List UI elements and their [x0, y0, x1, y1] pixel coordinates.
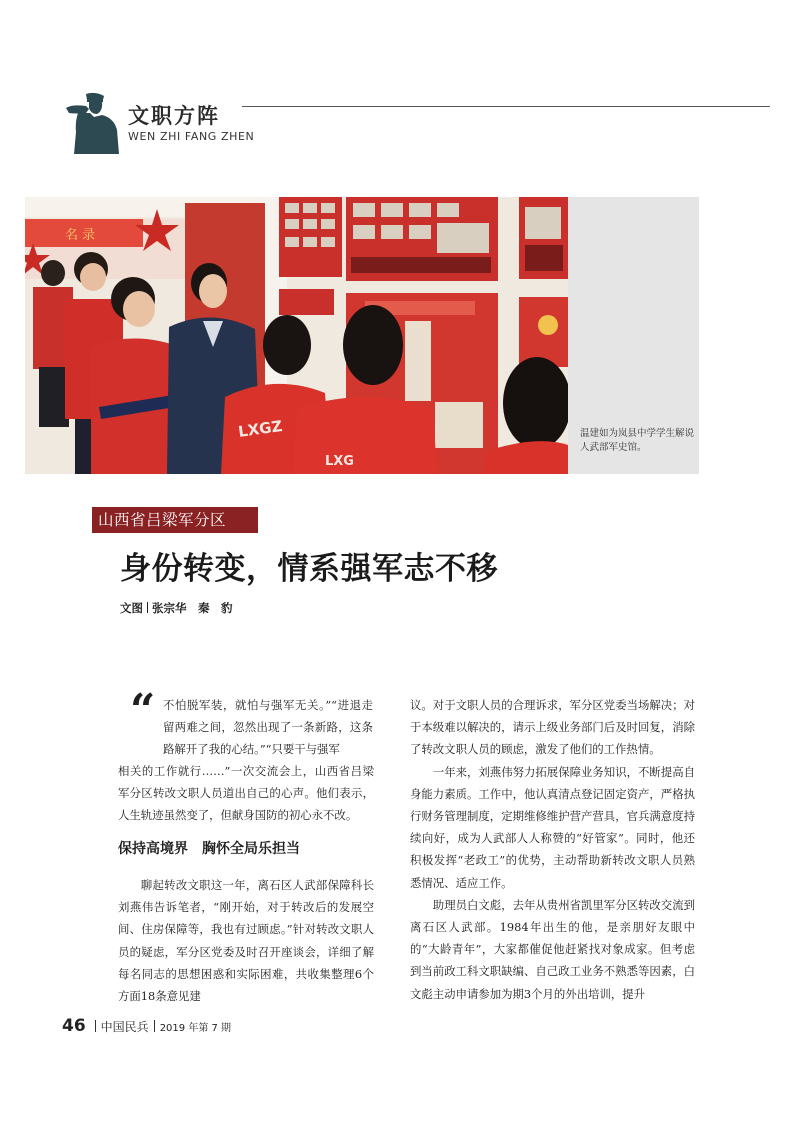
- column-subtitle: WEN ZHI FANG ZHEN: [128, 130, 255, 143]
- magazine-name: 中国民兵: [100, 1020, 149, 1034]
- byline-separator: [147, 602, 148, 613]
- lead-text-part1: 不怕脱军装，就怕与强军无关。”“进退走留两难之间，忽然出现了一条新路，这条路解开了我的心结。”“只要干与强军: [163, 698, 373, 757]
- left-column-body: [118, 874, 374, 1007]
- byline-label: 文图: [120, 601, 143, 615]
- lead-text-part2: 相关的工作就行……”一次交流会上，山西省吕梁军分区转改文职人员道出自己的心声。他们表示，人生轨迹虽然变了，但献身国防的初心永不改。: [118, 764, 374, 823]
- article-photo: [25, 197, 568, 474]
- article-title: 身份转变，情系强军志不移: [120, 551, 498, 587]
- footer-separator: [154, 1020, 155, 1032]
- footer-separator: [95, 1020, 96, 1032]
- page-number: 46: [62, 1016, 86, 1036]
- header-rule: [242, 106, 770, 107]
- banner-text: 名 录: [65, 228, 96, 243]
- right-column-body: [410, 694, 695, 1005]
- section-heading: 保持高境界 胸怀全局乐担当: [118, 841, 300, 857]
- unit-tag: 山西省吕梁军分区: [92, 507, 258, 533]
- lead-paragraph-start: [163, 694, 373, 761]
- photo-caption: 温建如为岚县中学学生解说人武部军史馆。: [580, 428, 695, 453]
- lead-paragraph-end: [118, 760, 374, 827]
- body-paragraph: 议。对于文职人员的合理诉求，军分区党委当场解决；对于本级难以解决的，请示上级业务部门后及时回复，消除了转改文职人员的顾虑，激发了他们的工作热情。: [410, 698, 695, 757]
- body-paragraph: 聊起转改文职这一年，离石区人武部保障科长刘燕伟告诉笔者，“刚开始，对于转改后的发展空间、住房保障等，我也有过顾虑。”针对转改文职人员的疑虑，军分区党委及时召开座谈会，详细了解每名同志的思想困惑和实际困难，共收集整理6个方面18条意见建: [118, 878, 374, 1004]
- saluting-soldier-icon: [62, 92, 120, 154]
- body-paragraph: 助理员白文彪，去年从贵州省凯里军分区转改交流到离石区人武部。1984年出生的他，是亲朋好友眼中的“大龄青年”，大家都催促他赶紧找对象成家。但考虑到当前政工科文职缺编、自己政工业务不熟悉等因素，白文彪主动申请参加为期3个月的外出培训，提升: [410, 897, 695, 1001]
- byline: [120, 600, 233, 616]
- photo-illustration: [25, 197, 568, 474]
- jacket-lettering: LXG: [325, 454, 354, 469]
- body-paragraph: 一年来，刘燕伟努力拓展保障业务知识，不断提高自身能力素质。工作中，他认真清点登记固定资产，严格执行财务管理制度，定期维修维护营产营具，官兵满意度持续向好，成为人武部人人称赞的“好管家”。同时，他还积极发挥“老政工”的优势，主动帮助新转改文职人员熟悉情况、适应工作。: [410, 764, 695, 890]
- page-footer: [62, 1016, 231, 1036]
- issue-label: 2019 年第 7 期: [159, 1023, 232, 1034]
- jacket-lettering: LXGZ: [237, 416, 284, 441]
- opening-quote-mark: “: [130, 685, 156, 736]
- column-title: 文职方阵: [128, 104, 220, 128]
- byline-authors: 张宗华 秦 豹: [152, 601, 233, 615]
